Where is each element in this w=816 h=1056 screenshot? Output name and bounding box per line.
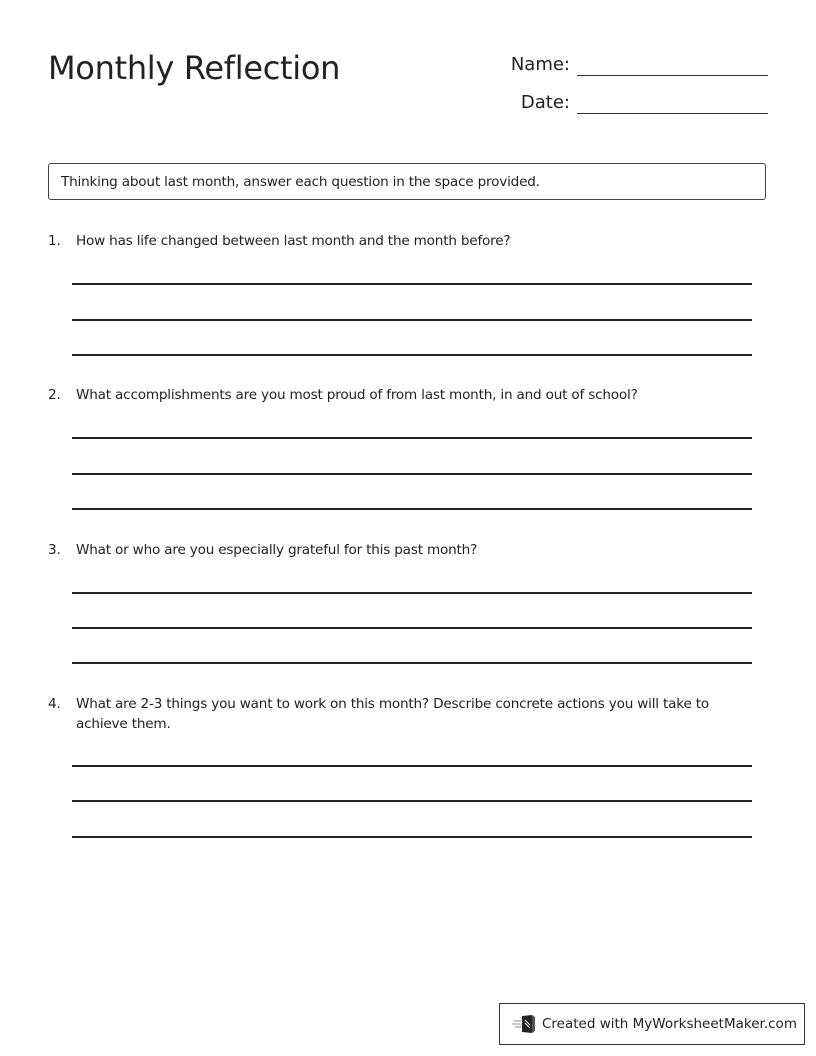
answer-line[interactable] bbox=[72, 354, 752, 356]
answer-line[interactable] bbox=[72, 662, 752, 664]
question-3 bbox=[48, 540, 748, 560]
question-text: What accomplishments are you most proud of from last month, in and out of school? bbox=[76, 387, 638, 403]
answer-line[interactable] bbox=[72, 836, 752, 838]
instructions-box bbox=[48, 163, 766, 200]
question-text: What or who are you especially grateful for this past month? bbox=[76, 542, 478, 558]
date-field bbox=[500, 91, 768, 114]
page-title: Monthly Reflection bbox=[48, 49, 341, 87]
question-text: What are 2-3 things you want to work on this month? Describe concrete actions you will take to achieve them. bbox=[76, 696, 709, 732]
badge-text: Created with MyWorksheetMaker.com bbox=[542, 1016, 797, 1032]
question-number: 1. bbox=[48, 233, 61, 249]
answer-line[interactable] bbox=[72, 473, 752, 475]
created-with-badge[interactable] bbox=[499, 1003, 805, 1045]
answer-line[interactable] bbox=[72, 627, 752, 629]
answer-line[interactable] bbox=[72, 319, 752, 321]
question-4 bbox=[48, 694, 748, 734]
date-label: Date: bbox=[520, 92, 570, 113]
worksheet-logo-icon bbox=[512, 1013, 538, 1035]
question-2 bbox=[48, 385, 748, 405]
date-input-line[interactable] bbox=[577, 91, 768, 114]
question-number: 4. bbox=[48, 696, 61, 712]
answer-line[interactable] bbox=[72, 592, 752, 594]
question-number: 2. bbox=[48, 387, 61, 403]
question-text: How has life changed between last month and the month before? bbox=[76, 233, 511, 249]
name-label: Name: bbox=[510, 54, 570, 75]
instructions-text: Thinking about last month, answer each question in the space provided. bbox=[61, 173, 540, 190]
question-1 bbox=[48, 231, 748, 251]
question-number: 3. bbox=[48, 542, 61, 558]
answer-line[interactable] bbox=[72, 800, 752, 802]
name-input-line[interactable] bbox=[577, 53, 768, 76]
answer-line[interactable] bbox=[72, 437, 752, 439]
answer-line[interactable] bbox=[72, 508, 752, 510]
answer-line[interactable] bbox=[72, 765, 752, 767]
answer-line[interactable] bbox=[72, 283, 752, 285]
name-field bbox=[500, 53, 768, 76]
